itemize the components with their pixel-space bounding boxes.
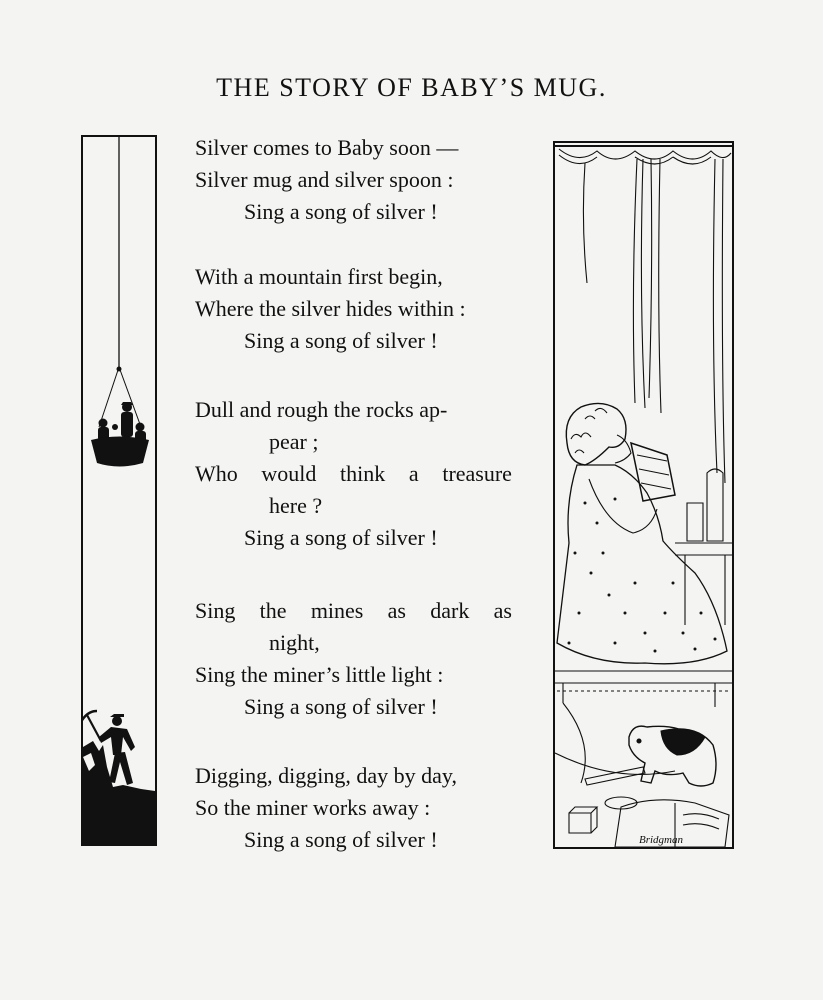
refrain-line: Sing a song of silver !: [244, 525, 438, 550]
poem-word: would: [261, 461, 317, 486]
poem-line: Silver comes to Baby soon —: [195, 135, 459, 160]
poem-line: here ?: [269, 493, 323, 518]
poem-line: [195, 595, 512, 627]
page-title: THE STORY OF BABY’S MUG.: [216, 73, 607, 102]
poem-line: Digging, digging, day by day,: [195, 763, 457, 788]
stanza-4: [195, 595, 515, 723]
poem-word: dark: [430, 598, 470, 623]
poem-word: as: [387, 598, 406, 623]
stanza-2: [195, 261, 515, 357]
child-illustration: [555, 143, 732, 847]
refrain-line: Sing a song of silver !: [244, 694, 438, 719]
poem-word: Dull and rough the rocks ap-: [195, 397, 448, 422]
stanza-5: [195, 760, 515, 856]
poem-word: as: [493, 598, 512, 623]
refrain-line: Sing a song of silver !: [244, 827, 438, 852]
child-with-mug-panel: [553, 141, 734, 849]
poem-word: mines: [310, 598, 364, 623]
refrain-line: Sing a song of silver !: [244, 328, 438, 353]
miners-silhouette-panel: [81, 135, 157, 846]
poem-line: With a mountain first begin,: [195, 264, 443, 289]
artist-signature: Bridgman: [639, 834, 683, 846]
stanza-3: [195, 394, 515, 554]
poem-line: So the miner works away :: [195, 795, 431, 820]
poem-line: pear ;: [269, 429, 319, 454]
refrain-line: Sing a song of silver !: [244, 199, 438, 224]
poem-word: Who: [195, 461, 238, 486]
miners-illustration: [83, 137, 155, 844]
stanza-1: [195, 132, 515, 228]
poem-word: a: [408, 461, 419, 486]
poem-word: treasure: [442, 461, 512, 486]
poem-line: [195, 394, 517, 426]
poem-line: Silver mug and silver spoon :: [195, 167, 454, 192]
poem-word: Sing: [195, 598, 236, 623]
poem-line: Sing the miner’s little light :: [195, 662, 444, 687]
poem-word: think: [340, 461, 386, 486]
poem-word: the: [259, 598, 287, 623]
poem-line: [195, 458, 512, 490]
poem-line: Where the silver hides within :: [195, 296, 466, 321]
poem-line: night,: [269, 630, 320, 655]
